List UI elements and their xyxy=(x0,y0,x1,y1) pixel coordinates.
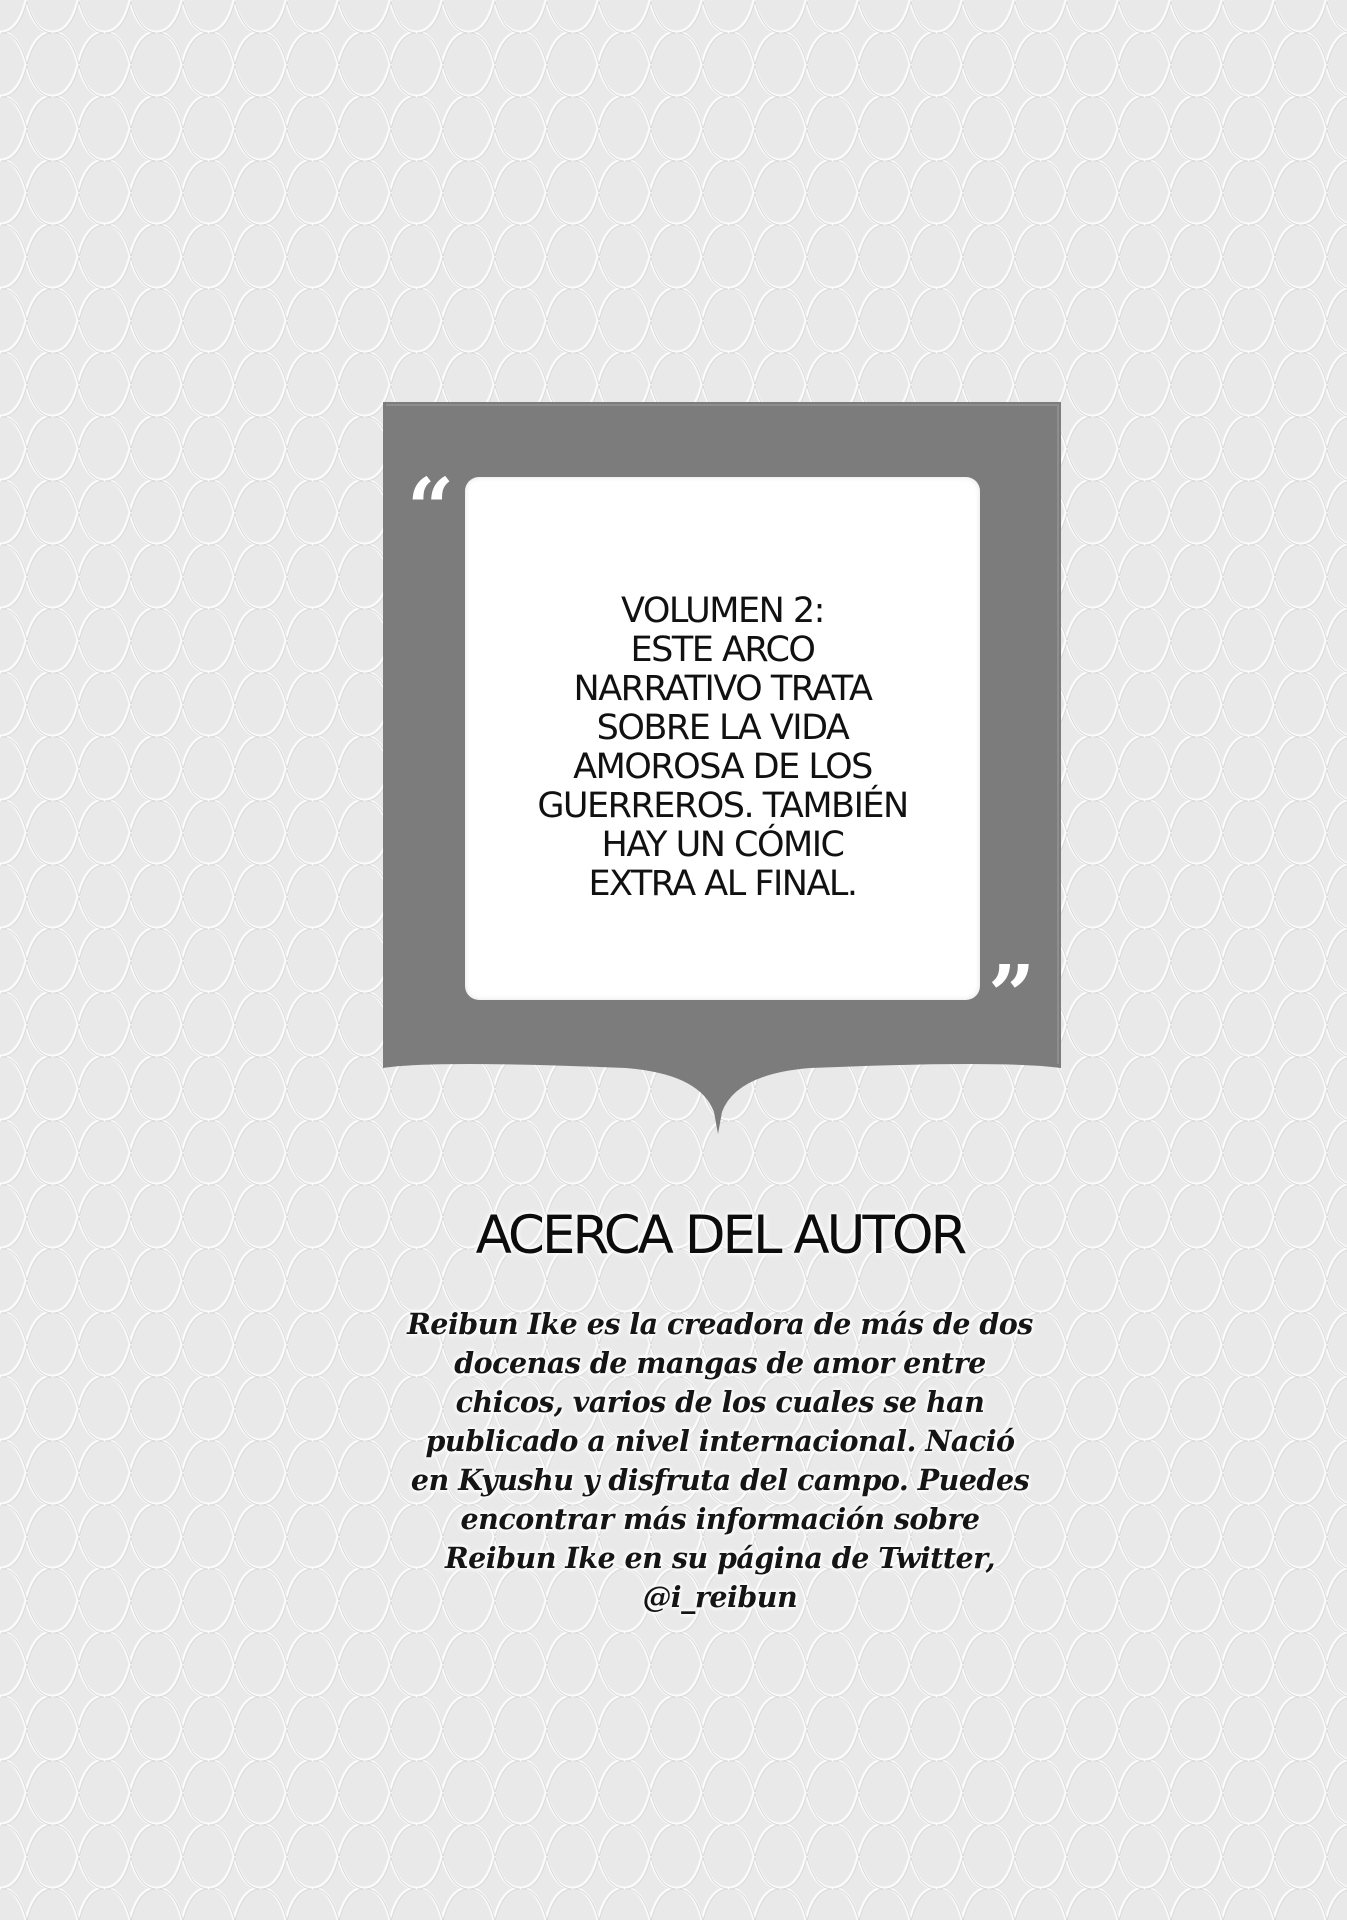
quote-panel xyxy=(465,477,980,1000)
open-quote-mark: “ xyxy=(407,461,455,557)
quote-text: VOLUMEN 2: ESTE ARCO NARRATIVO TRATA SOBRE LA VIDA AMOROSA DE LOS GUERREROS. TAMBIÉN HAY UN CÓMIC EXTRA AL FINAL. xyxy=(537,590,908,904)
about-author-heading: ACERCA DEL AUTOR xyxy=(475,1205,965,1266)
close-quote-mark: ” xyxy=(988,948,1036,1044)
about-author-text: Reibun Ike es la creadora de más de dos docenas de mangas de amor entre chicos, varios de los cuales se han publicado a nivel internacional. Nació en Kyushu y disfruta del campo. Puedes encontrar más información sobre Reibun Ike en su página de Twitter, @i_reibun xyxy=(407,1307,1033,1614)
